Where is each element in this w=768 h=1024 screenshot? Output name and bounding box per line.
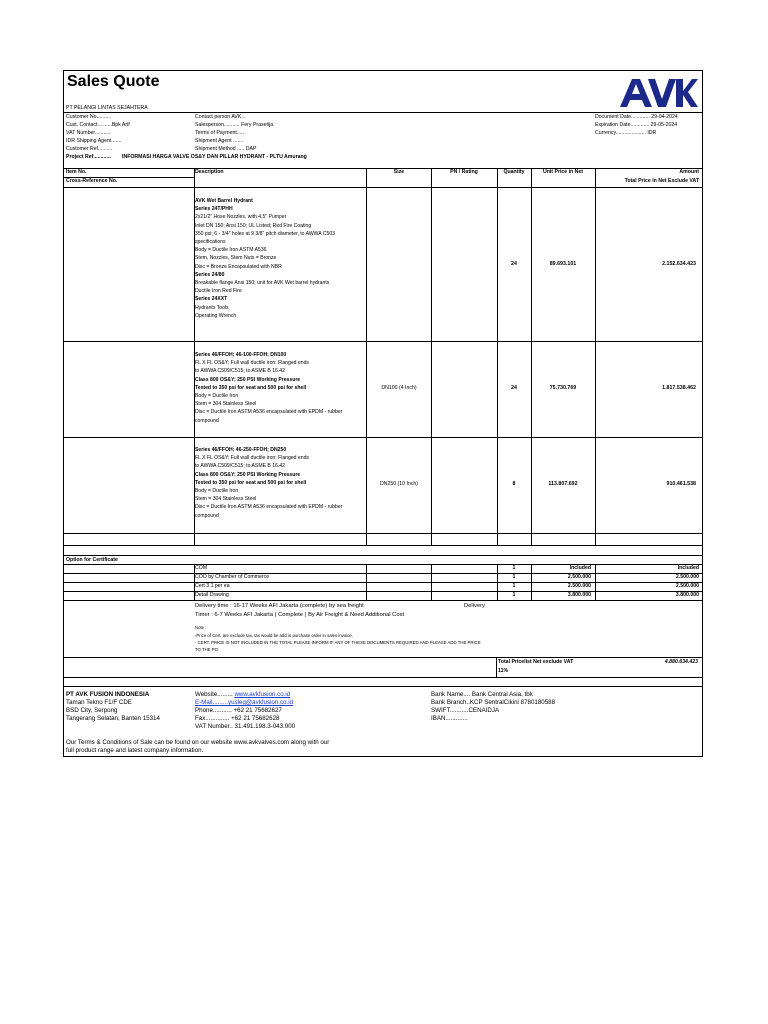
desc-line: Class 800 OS&Y; 250 PSI Working Pressure [195,471,301,478]
cert-row-unit: Included [569,565,591,571]
col-cross-ref: Cross-Reference No. [66,178,118,184]
cert-row-name: COO by Chamber of Commerce [195,574,270,580]
row2-size: DN100 (4 Inch) [381,385,417,391]
website-label: Website......... [195,691,233,698]
desc-line: Series 24T/PHH [195,206,233,213]
vat-number: VAT Number........... [66,130,111,136]
desc-line: Breakable flange Ansi 150; unit for AVK Wet barrel hydrants [195,280,330,287]
footer-fax: Fax.............. +62 21 75682628 [195,715,280,722]
cert-row-qty: 1 [512,565,516,571]
note-line: TO THE PO [195,647,219,652]
footer-address: BSD City, Serpong [66,707,118,714]
desc-line: Class 800 OS&Y; 250 PSI Working Pressure [195,376,301,383]
delivery-air: Timer : 6-7 Weeks AFI Jakarta ( Complete ) By Air Freight & Need Additional Cost [195,612,405,618]
desc-line: to AWWA C509/C515; to ASME B 16.42 [195,463,285,470]
row3-size: DN250 (10 Inch) [379,481,419,487]
desc-line: compound [195,417,219,424]
shipping-agent: IDR Shipping Agent....... [66,138,122,144]
currency: Currency..................... IDR [595,130,657,136]
footer-phone: Phone........... +62 21 75682627 [195,707,282,714]
footer-website-row [195,691,290,699]
total-value: 4.880.634.423 [664,659,698,665]
cert-row-name: Detail Drawing [195,592,229,598]
footer-company: PT AVK FUSION INDONESIA [66,691,150,698]
expiration-date: Expiration Date............. 29-05-2024 [595,122,678,128]
note-line: -Price of Cert. are exclude tax, tax would be add in purchase order in sales invoice. [195,633,353,638]
document-date: Document Date............. 29-04-2024 [595,114,678,120]
desc-line: Series 46/FFOH; 46-250-FFOH; DN250 [195,447,287,453]
terms-of-payment: Terms of Payment..... [195,130,245,136]
cert-row-qty: 1 [512,583,516,589]
footer-address: Tangerang Selatan, Banten 15314 [66,715,160,722]
desc-line: Operating Wrench [195,312,237,319]
desc-line: Tested to 350 psi for seat and 500 psi for shell [195,479,307,486]
cert-row-amount: 2.500.000 [675,574,699,580]
bank-branch: Bank Branch..KCP SentralCikini 8780180588 [431,699,556,706]
cert-row-name: COM [195,565,208,571]
row1-amount: 2.152.634.423 [662,261,696,267]
col-item-no: Item No. [66,169,87,175]
cert-row-name: Cert 3.1 per ea [195,583,230,589]
bank-name: Bank Name.... Bank Central Asia, tbk [431,691,533,698]
col-amount: Amount [679,169,699,175]
swift-code: SWIFT...........CENAIDJA [431,707,500,714]
col-pn-rating: PN / Rating [450,169,478,175]
total-label: Total Pricelist Net exclude VAT [498,659,574,665]
cert-row-amount: 3.800.000 [675,592,699,598]
footer-address: Taman Tekno F1/F CDE [66,699,132,706]
desc-line: specifications [195,239,226,246]
total-vat-rate: 11% [498,668,509,674]
shipment-agent: Shipment Agent ....... [195,138,244,144]
sales-quote-sheet [63,70,703,757]
customer-company: PT PELANGI LINTAS SEJAHTERA [66,105,148,111]
row1-description [195,197,335,320]
cert-row-unit: 2.500.000 [567,583,591,589]
cert-row-qty: 1 [512,574,516,580]
row2-description [195,351,342,425]
iban: IBAN............. [431,715,468,722]
row3-amount: 910.461.538 [666,481,696,487]
row3-description [195,446,342,520]
cert-row-amount: 2.500.000 [675,583,699,589]
shipment-method: Shipment Method ..... DAP [195,146,257,152]
delivery-tag: Delivery [464,603,485,609]
note-label: Note : [195,625,207,630]
desc-line: Series 46/FFOH; 46-100-FFOH; DN100 [195,352,287,358]
row2-unit-price: 75.730.769 [549,385,577,391]
desc-line: to AWWA C509/C515; to ASME B 16.42 [195,368,285,375]
email-link[interactable]: E-Mail.........yusleg@avkfusion.co.id [195,699,294,706]
desc-line: AVK Wet Barrel Hydrant [195,198,253,204]
terms-line: Our Terms & Conditions of Sale can be found on our website www.avkvalves.com along with our [66,739,330,746]
desc-line: Stem, Nozzles, Stem Nuts = Bronze [195,255,277,262]
cert-row-unit: 2.500.000 [567,574,591,580]
customer-no: Customer No.......... [66,114,111,120]
cust-contact: Cust. Contact..........Bpk Arif [66,122,130,128]
desc-line: compound [195,512,219,519]
note-line: - CERT. PRICE IS NOT INCLUDED IN THE TOTAL PLEASE INFORM IF ANY OF THESE DOCUMENTS REQUIRED AND PLEASE ADD THE PRICE [195,640,481,645]
footer-vat: VAT Number.. 31.491.198.3-043.000 [195,723,296,730]
row3-unit-price: 113.807.692 [548,481,578,487]
desc-line: Body = Ductile Iron [195,393,239,400]
desc-line: Disc = Ductile Iron ASTM A536 encapsulated with EPDM - rubber [195,409,343,416]
customer-ref: Customer Ref.......... [66,146,113,152]
row1-qty: 24 [511,261,517,267]
desc-line: 2x21/2" Hose Nozzles, with 4,5" Pumper [195,214,287,221]
desc-line: Stem = 304 Stainless Steel [195,401,257,408]
cert-heading: Option for Certificate [66,557,118,563]
desc-line: Stem = 304 Stainless Steel [195,496,257,503]
col-amount-sub: Total Price in Net Exclude VAT [624,178,699,184]
website-link[interactable]: www.avkfusion.co.id [234,691,291,698]
desc-line: Body = Ductile Iron ASTM A536 [195,247,267,254]
row2-qty: 24 [511,385,517,391]
desc-line: Tested to 350 psi for seat and 500 psi for shell [195,384,307,391]
col-quantity: Quantity [503,169,525,175]
desc-line: Series 24XXT [195,296,228,303]
terms-line: full product range and latest company information. [66,747,204,754]
project-ref-value: INFORMASI HARGA VALVE OS&Y DAN PILLAR HYDRANT - PLTU Amurang [122,154,307,160]
row1-unit-price: 89.693.101 [549,261,577,267]
salesperson: Salesperson........... Fery Prasetija [195,122,274,128]
col-size: Size [393,169,405,175]
row3-qty: 8 [512,481,516,487]
row2-amount: 1.817.538.462 [662,385,696,391]
desc-line: Inlet DN 150; Ansi 150; UL Listed; Red Fire Coating [195,222,312,229]
footer-email-row [195,699,293,707]
desc-line: Body = Ductile Iron [195,488,239,495]
desc-line: FL X FL OS&Y; Full wall ductile iron; Flanged ends [195,360,309,367]
avk-logo [618,75,698,109]
cert-row-unit: 3.800.000 [567,592,591,598]
desc-line: Series 24/80 [195,271,225,278]
col-description: Description [195,169,224,175]
desc-line: Disc = Ductile Iron ASTM A536 encapsulated with EPDM - rubber [195,504,343,511]
desc-line: 350 psi; 6 - 3/4" holes at 9 3/8" pitch diameter, to AWWA C503 [195,230,335,237]
desc-line: Ductile Iron Red Fire [195,288,242,295]
delivery-time: Delivery time : 16-17 Weeks AFI Jakarta (complete) by sea freight [195,603,364,609]
cert-row-qty: 1 [512,592,516,598]
col-unit-price: Unit Price in Net [542,169,584,175]
project-ref-label: Project Ref............ [66,154,111,160]
contact-person: Contact person AVK... [195,114,246,120]
desc-line: Hydrants Tools [195,304,229,311]
page-title: Sales Quote [67,73,160,90]
cert-row-amount: Included [677,565,699,571]
desc-line: Disc = Bronze Encapsulated with NBR [195,263,282,270]
desc-line: FL X FL OS&Y; Full wall ductile iron; Flanged ends [195,455,309,462]
